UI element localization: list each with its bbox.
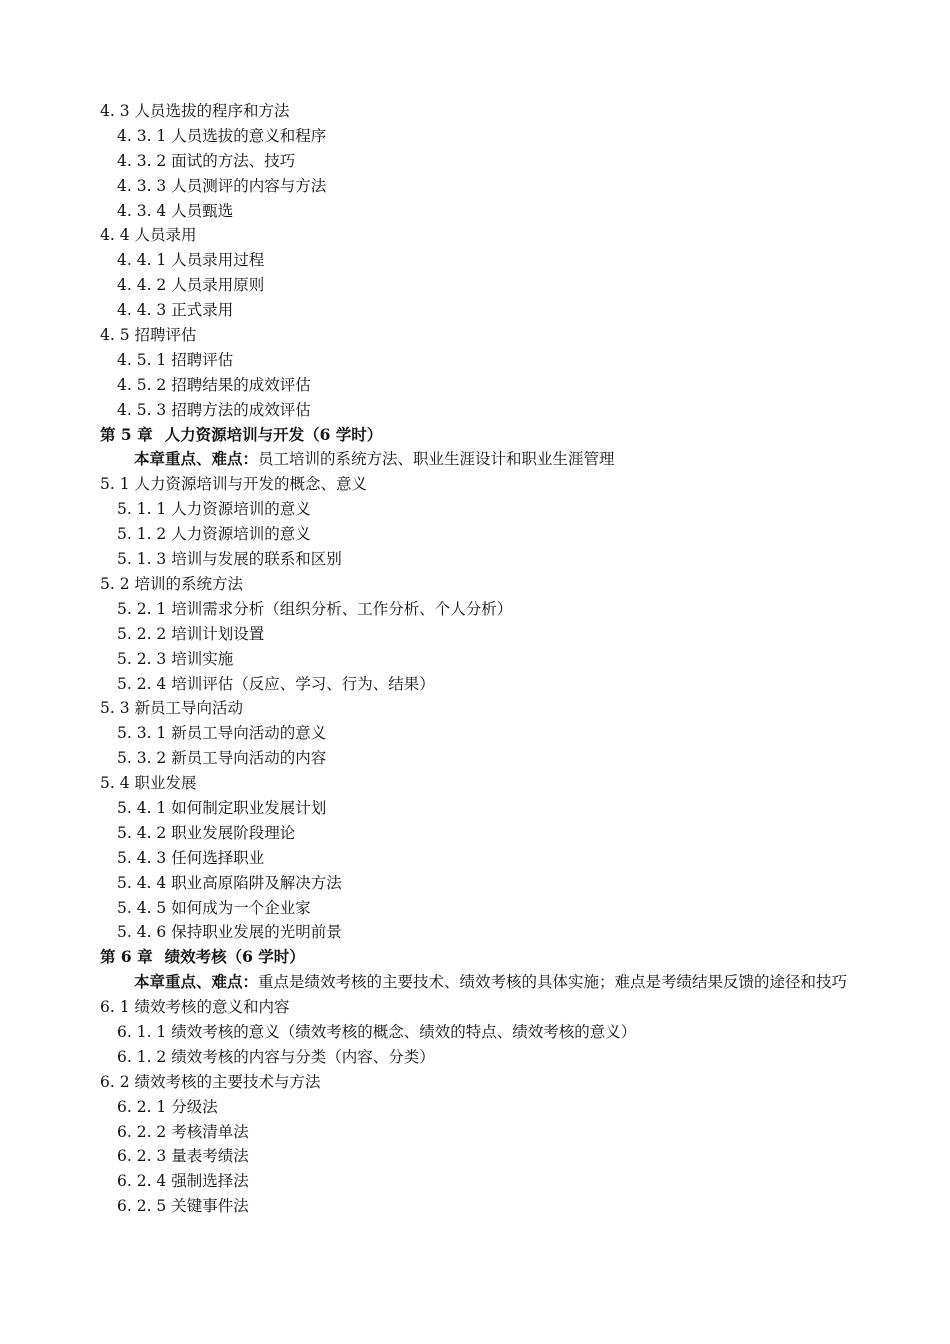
chapter-title: 绩效考核（6 学时） (164, 947, 305, 967)
section-heading: 6. 1 绩效考核的意义和内容 (100, 998, 290, 1017)
subsection-item: 4. 3. 3 人员测评的内容与方法 (117, 176, 327, 195)
chapter-6-heading (100, 945, 860, 970)
subsection-item: 4. 4. 2 人员录用原则 (117, 276, 265, 295)
section-heading: 5. 3 新员工导向活动 (100, 699, 244, 718)
section-heading: 6. 2 绩效考核的主要技术与方法 (100, 1072, 321, 1091)
subsection-item: 5. 2. 1 培训需求分析（组织分析、工作分析、个人分析） (117, 599, 513, 618)
focus-label: 本章重点、难点： (134, 972, 259, 992)
subsection-item: 4. 5. 3 招聘方法的成效评估 (117, 400, 311, 419)
subsection-item: 5. 4. 4 职业高原陷阱及解决方法 (117, 873, 342, 892)
chapter-number: 第 5 章 (100, 424, 153, 444)
subsection-item: 5. 3. 2 新员工导向活动的内容 (117, 749, 327, 768)
document-page (100, 99, 860, 1219)
subsection-item: 5. 1. 1 人力资源培训的意义 (117, 500, 311, 519)
subsection-item: 5. 2. 4 培训评估（反应、学习、行为、结果） (117, 674, 435, 693)
focus-label: 本章重点、难点： (134, 449, 259, 469)
chapter-5-heading (100, 423, 860, 448)
subsection-item: 5. 2. 2 培训计划设置 (117, 624, 265, 643)
subsection-item: 5. 4. 5 如何成为一个企业家 (117, 898, 311, 917)
subsection-item: 4. 5. 1 招聘评估 (117, 350, 234, 369)
section-heading: 5. 4 职业发展 (100, 774, 197, 793)
chapter-5-focus (100, 447, 860, 472)
subsection-item: 5. 3. 1 新员工导向活动的意义 (117, 724, 327, 743)
subsection-item: 5. 4. 1 如何制定职业发展计划 (117, 798, 327, 817)
subsection-item: 6. 1. 1 绩效考核的意义（绩效考核的概念、绩效的特点、绩效考核的意义） (117, 1022, 637, 1041)
focus-text: 重点是绩效考核的主要技术、绩效考核的具体实施；难点是考绩结果反馈的途径和技巧 (258, 973, 848, 992)
section-heading: 5. 2 培训的系统方法 (100, 574, 244, 593)
subsection-item: 6. 1. 2 绩效考核的内容与分类（内容、分类） (117, 1047, 435, 1066)
section-heading: 4. 4 人员录用 (100, 226, 197, 245)
subsection-item: 4. 3. 4 人员甄选 (117, 201, 234, 220)
subsection-item: 4. 4. 3 正式录用 (117, 301, 234, 320)
section-heading: 5. 1 人力资源培训与开发的概念、意义 (100, 475, 368, 494)
subsection-item: 5. 1. 3 培训与发展的联系和区别 (117, 550, 342, 569)
focus-text: 员工培训的系统方法、职业生涯设计和职业生涯管理 (258, 450, 615, 469)
subsection-item: 4. 3. 2 面试的方法、技巧 (117, 151, 296, 170)
subsection-item: 5. 1. 2 人力资源培训的意义 (117, 525, 311, 544)
subsection-item: 4. 4. 1 人员录用过程 (117, 251, 265, 270)
subsection-item: 5. 2. 3 培训实施 (117, 649, 234, 668)
subsection-item: 6. 2. 5 关键事件法 (117, 1197, 249, 1216)
section-heading: 4. 5 招聘评估 (100, 326, 197, 345)
section-heading: 4. 3 人员选拔的程序和方法 (100, 102, 290, 120)
chapter-title: 人力资源培训与开发（6 学时） (164, 424, 383, 444)
subsection-item: 5. 4. 2 职业发展阶段理论 (117, 823, 296, 842)
subsection-item: 4. 3. 1 人员选拔的意义和程序 (117, 126, 327, 145)
subsection-item: 6. 2. 1 分级法 (117, 1097, 218, 1116)
subsection-item: 4. 5. 2 招聘结果的成效评估 (117, 375, 311, 394)
subsection-item: 5. 4. 6 保持职业发展的光明前景 (117, 923, 342, 942)
subsection-item: 6. 2. 3 量表考绩法 (117, 1147, 249, 1166)
chapter-number: 第 6 章 (100, 947, 153, 967)
subsection-item: 6. 2. 4 强制选择法 (117, 1172, 249, 1191)
subsection-item: 5. 4. 3 任何选择职业 (117, 848, 265, 867)
chapter-6-focus (100, 970, 860, 995)
subsection-item: 6. 2. 2 考核清单法 (117, 1122, 249, 1141)
